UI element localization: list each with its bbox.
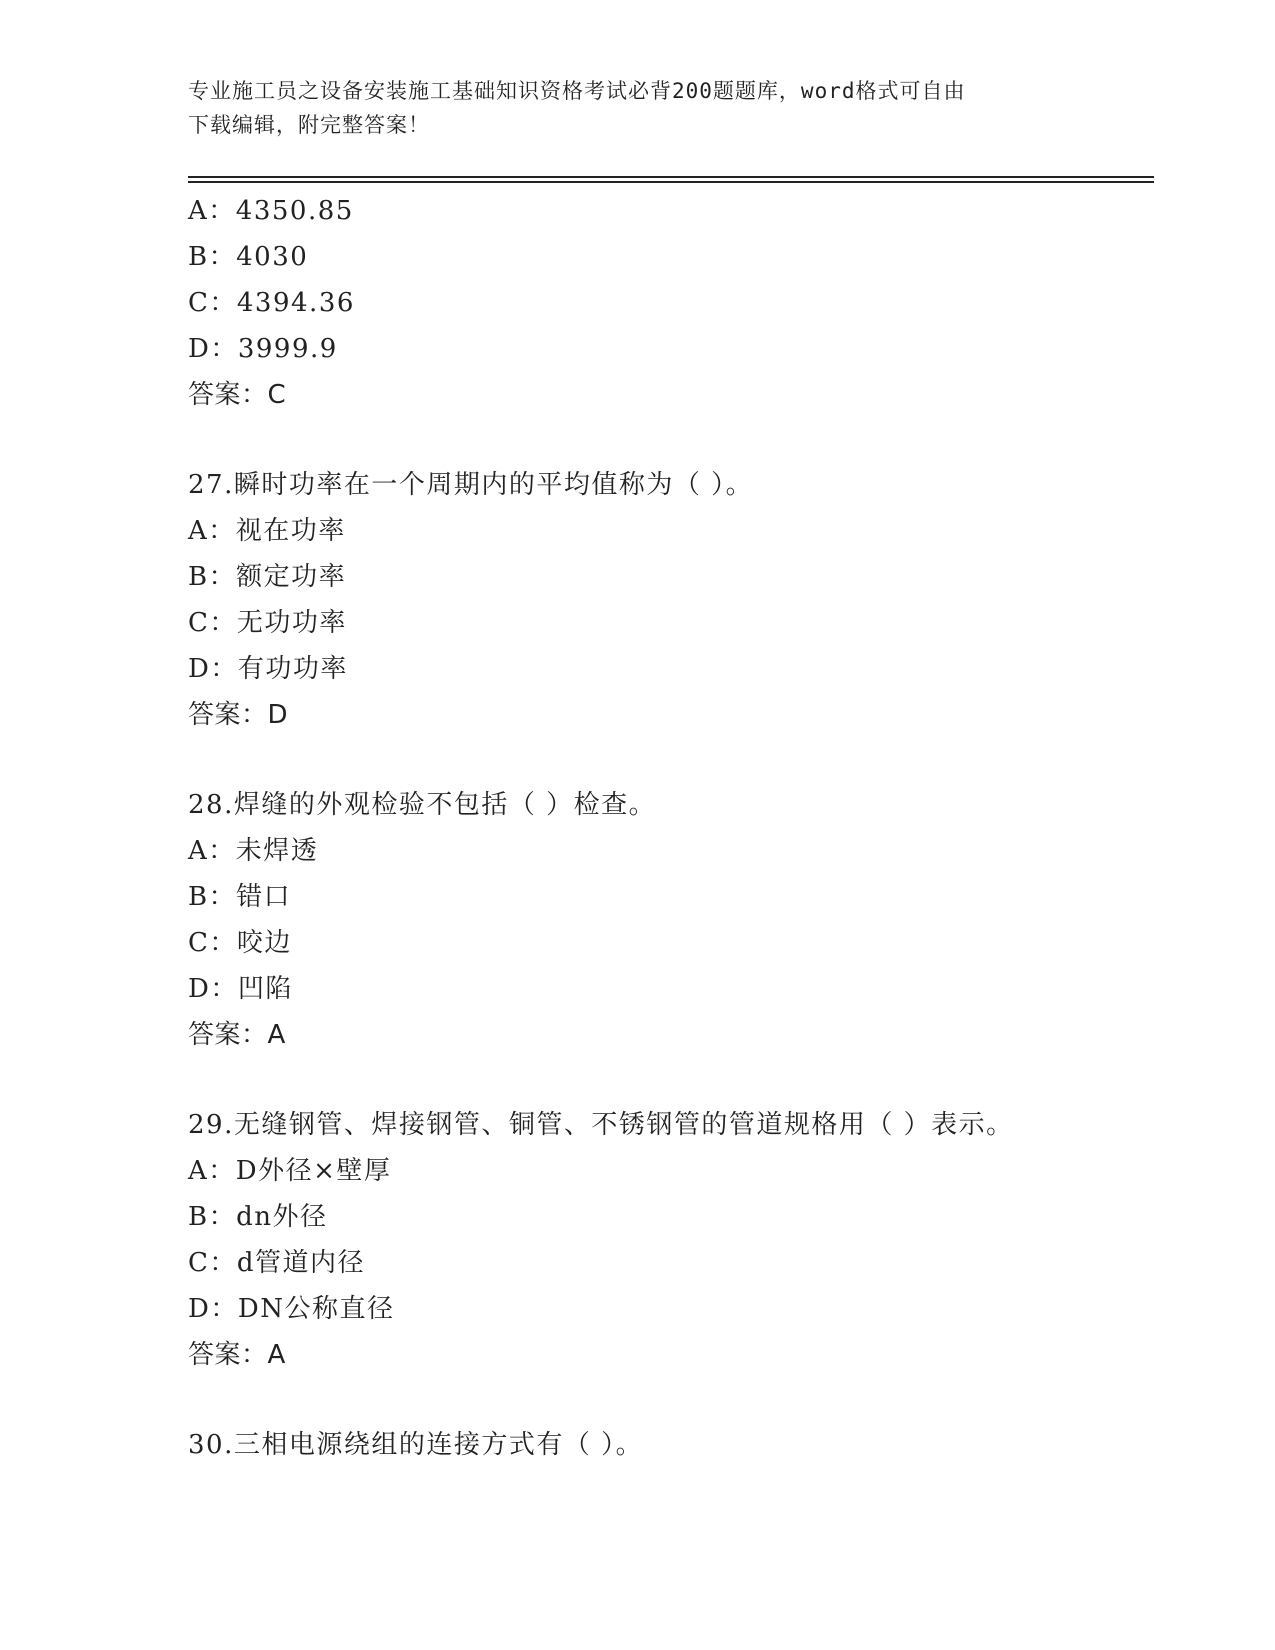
option-d: D：凹陷 (188, 974, 293, 1004)
question-text: 30.三相电源绕组的连接方式有（ ）。 (188, 1430, 644, 1460)
option-d: D：3999.9 (188, 334, 338, 364)
option-b: B：错口 (188, 882, 292, 912)
answer-line: 答案：A (188, 1020, 286, 1050)
answer-line: 答案：C (188, 380, 287, 410)
header-line-2: 下载编辑，附完整答案！ (188, 113, 430, 137)
option-c: C：4394.36 (188, 288, 355, 318)
option-d: D：有功功率 (188, 654, 348, 684)
option-b: B：额定功率 (188, 562, 347, 592)
answer-line: 答案：D (188, 700, 289, 730)
block-spacer (188, 738, 1154, 782)
question-list (188, 188, 1154, 1468)
question-text: 27.瞬时功率在一个周期内的平均值称为（ ）。 (188, 470, 754, 500)
document-header (188, 74, 1068, 142)
question-text: 29.无缝钢管、焊接钢管、铜管、不锈钢管的管道规格用（ ）表示。 (188, 1110, 1014, 1140)
option-a: A：4350.85 (188, 196, 354, 226)
header-divider-top (188, 176, 1154, 178)
option-c: C：咬边 (188, 928, 292, 958)
block-spacer (188, 1058, 1154, 1102)
option-a: A：未焊透 (188, 836, 319, 866)
question-block-30 (188, 1422, 1154, 1468)
header-line-1: 专业施工员之设备安装施工基础知识资格考试必背200题题库，word格式可自由 (188, 79, 966, 103)
question-block-28 (188, 782, 1154, 1058)
option-c: C：d管道内径 (188, 1248, 366, 1278)
block-spacer (188, 418, 1154, 462)
question-block-27 (188, 462, 1154, 738)
block-spacer (188, 1378, 1154, 1422)
option-b: B：4030 (188, 242, 309, 272)
header-divider-bottom (188, 181, 1154, 183)
option-a: A：D外径×壁厚 (188, 1156, 392, 1186)
option-b: B：dn外径 (188, 1202, 328, 1232)
option-a: A：视在功率 (188, 516, 346, 546)
answer-line: 答案：A (188, 1340, 286, 1370)
option-d: D：DN公称直径 (188, 1294, 395, 1324)
question-block-29 (188, 1102, 1154, 1378)
question-block-26 (188, 188, 1154, 418)
question-text: 28.焊缝的外观检验不包括（ ）检查。 (188, 790, 657, 820)
option-c: C：无功功率 (188, 608, 347, 638)
